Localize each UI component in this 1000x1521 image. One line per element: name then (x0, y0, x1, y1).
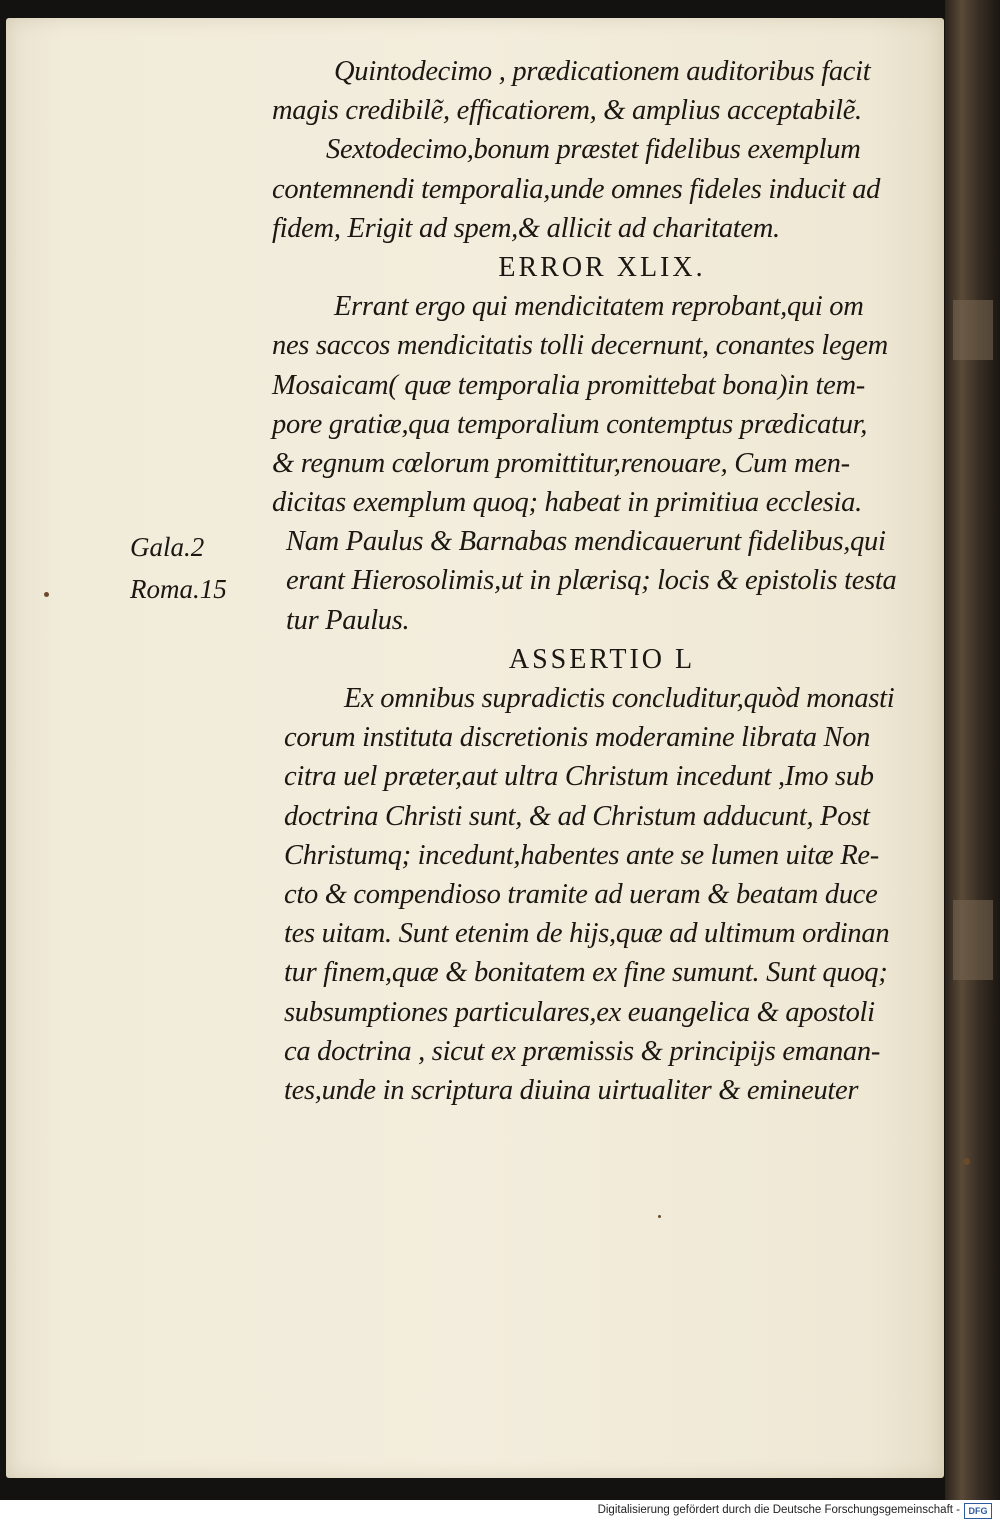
text-line: Quintodecimo , prædicationem auditoribus facit (334, 56, 871, 87)
text-line: tur Paulus. (286, 604, 410, 636)
footer-credit: Digitalisierung gefördert durch die Deutsche Forschungsgemeinschaft - (597, 1504, 960, 1516)
text-line: Ex omnibus supradictis concluditur,quòd monasti (344, 683, 895, 714)
main-text (272, 52, 932, 1110)
text-line: tes,unde in scriptura diuina uirtualiter & emineuter (284, 1074, 859, 1106)
page-speck (963, 1158, 970, 1165)
text-line: Mosaicam( quæ temporalia promittebat bona)in tem- (272, 369, 865, 401)
text-line: Sextodecimo,bonum præstet fidelibus exemplum (326, 134, 861, 166)
margin-note: Roma.15 (130, 574, 227, 604)
page-speck (658, 1215, 661, 1218)
text-line: & regnum cœlorum promittitur,renouare, Cum men- (272, 447, 850, 479)
text-line: Christumq; incedunt,habentes ante se lumen uitæ Re- (284, 839, 879, 871)
text-line: erant Hierosolimis,ut in plærisq; locis & epistolis testa (286, 565, 897, 597)
text-line: Nam Paulus & Barnabas mendicauerunt fidelibus,qui (286, 526, 886, 558)
spine-band (953, 900, 993, 980)
text-line: magis credibilẽ, efficatiorem, & amplius acceptabilẽ. (272, 95, 862, 127)
text-line: Errant ergo qui mendicitatem reprobant,qui om (334, 291, 864, 323)
text-line: tur finem,quæ & bonitatem ex fine sumunt. Sunt quoq; (284, 957, 888, 989)
text-line: citra uel præter,aut ultra Christum incedunt ,Imo sub (284, 761, 874, 793)
text-line: tes uitam. Sunt etenim de hijs,quæ ad ultimum ordinan (284, 918, 890, 950)
text-line: contemnendi temporalia,unde omnes fideles inducit ad (272, 173, 881, 205)
text-line: nes saccos mendicitatis tolli decernunt, conantes legem (272, 330, 888, 362)
text-line: doctrina Christi sunt, & ad Christum adducunt, Post (284, 800, 870, 832)
spine-band (953, 300, 993, 360)
margin-note: Gala.2 (130, 532, 205, 562)
section-heading: ERROR XLIX. (498, 251, 706, 283)
dfg-logo: DFG (964, 1503, 992, 1519)
text-line: pore gratiæ,qua temporalium contemptus prædicatur, (272, 408, 868, 440)
digitization-footer (0, 1500, 1000, 1521)
text-line: corum instituta discretionis moderamine librata Non (284, 722, 871, 754)
page-speck (44, 592, 49, 597)
text-line: cto & compendioso tramite ad ueram & beatam duce (284, 878, 878, 910)
text-line: subsumptiones particulares,ex euangelica & apostoli (284, 996, 875, 1028)
text-line: dicitas exemplum quoq; habeat in primitiua ecclesia. (272, 487, 862, 519)
text-line: fidem, Erigit ad spem,& allicit ad charitatem. (272, 212, 780, 244)
book-spine (945, 0, 1000, 1500)
text-line: ca doctrina , sicut ex præmissis & principijs emanan- (284, 1035, 881, 1067)
section-heading: ASSERTIO L (508, 643, 696, 675)
